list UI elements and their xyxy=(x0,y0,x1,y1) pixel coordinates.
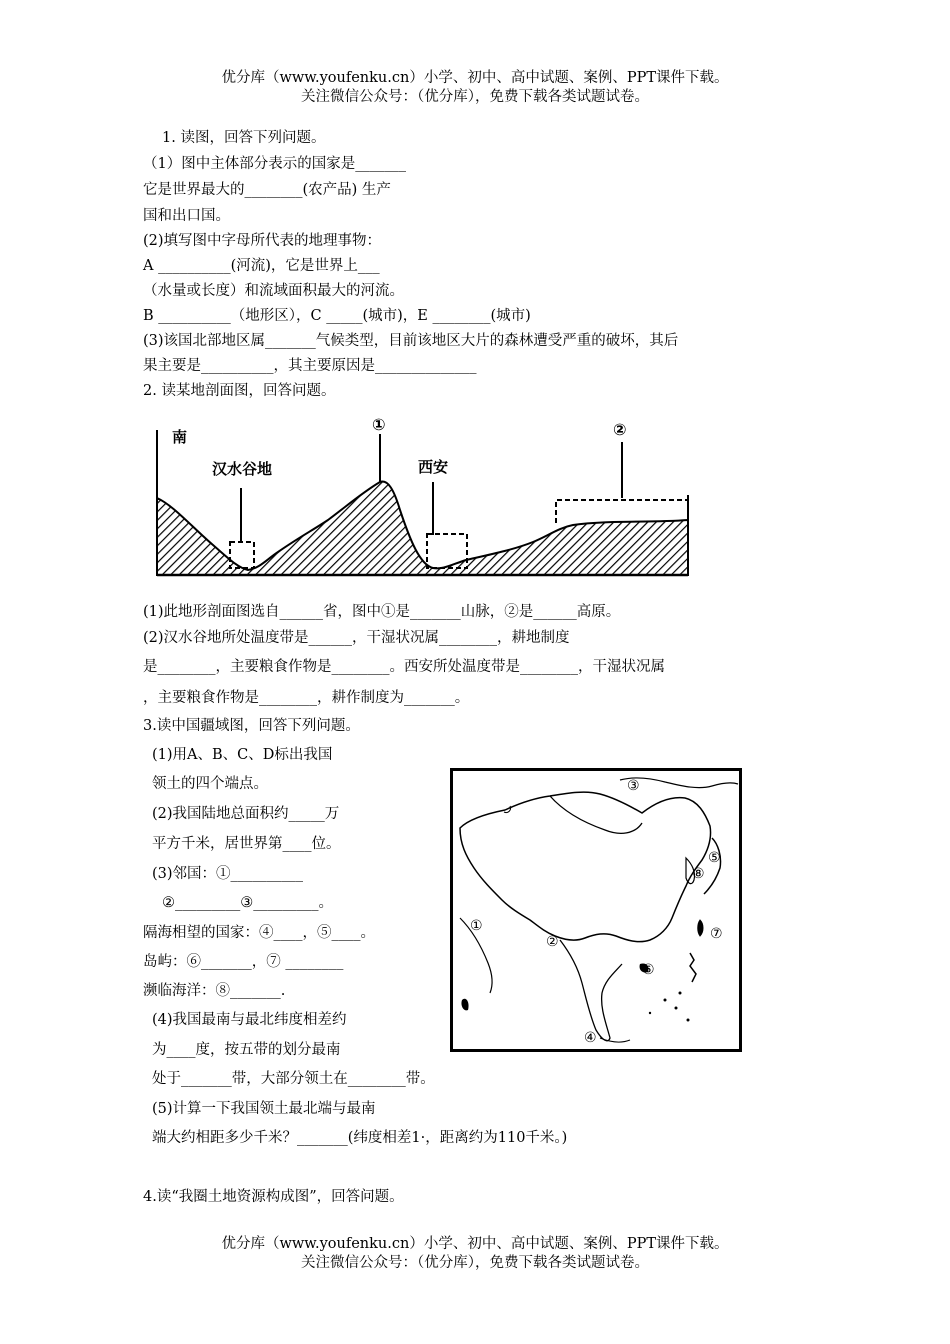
q2-line: 是________，主要粮食作物是________。西安所处温度带是________，干湿状况属 xyxy=(143,659,665,675)
map-marker-4: ④ xyxy=(584,1030,597,1046)
map-marker-3: ③ xyxy=(627,778,640,794)
map-marker-2: ② xyxy=(546,934,559,950)
header-line-1: 优分库（www.youfenku.cn）小学、初中、高中试题、案例、PPT课件下载。 xyxy=(221,70,729,86)
q3-title: 3.读中国疆域图，回答下列问题。 xyxy=(143,718,360,734)
map-marker-8: ⑧ xyxy=(692,866,705,882)
footer-line-1: 优分库（www.youfenku.cn）小学、初中、高中试题、案例、PPT课件下载。 xyxy=(221,1236,729,1252)
map-marker-6: ⑥ xyxy=(642,962,655,978)
q3-line: ②_________③_________。 xyxy=(162,895,333,911)
label-xian: 西安 xyxy=(418,458,449,476)
q1-title: 1. 读图，回答下列问题。 xyxy=(162,130,326,146)
q1-line: （1）图中主体部分表示的国家是_______ xyxy=(143,156,406,172)
q3-line: 处于_______带，大部分领土在________带。 xyxy=(152,1071,435,1087)
q1-line: A __________(河流)，它是世界上___ xyxy=(143,258,380,274)
terrain-profile-figure xyxy=(148,410,698,580)
footer-line-2: 关注微信公众号：（优分库），免费下载各类试题试卷。 xyxy=(301,1255,649,1271)
q1-line: 国和出口国。 xyxy=(143,208,230,224)
header-line-2: 关注微信公众号：（优分库），免费下载各类试题试卷。 xyxy=(301,89,649,105)
q2-line: ，主要粮食作物是________，耕作制度为_______。 xyxy=(143,690,470,706)
q3-line: (4)我国最南与最北纬度相差约 xyxy=(152,1012,347,1028)
china-territory-map xyxy=(450,768,742,1052)
q3-line: (2)我国陆地总面积约_____万 xyxy=(152,806,340,822)
marker-1: ① xyxy=(372,415,386,434)
marker-2: ② xyxy=(613,420,627,439)
q3-line: (5)计算一下我国领土最北端与最南 xyxy=(152,1101,376,1117)
q1-line: （水量或长度）和流域面积最大的河流。 xyxy=(143,283,404,299)
q3-line: (1)用A、B、C、D标出我国 xyxy=(152,747,333,763)
q3-line: 岛屿：⑥_______，⑦ ________ xyxy=(143,954,344,970)
plateau-dashed-bracket xyxy=(556,500,688,523)
q1-line: 它是世界最大的________(农产品) 生产 xyxy=(143,182,391,198)
q3-line: 平方千米，居世界第____位。 xyxy=(152,836,341,852)
q2-line: (2)汉水谷地所处温度带是______，干湿状况属________，耕地制度 xyxy=(143,630,570,646)
q1-line: (3)该国北部地区属_______气候类型，目前该地区大片的森林遭受严重的破坏，其后 xyxy=(143,333,679,349)
map-marker-1: ① xyxy=(470,918,483,934)
q1-line: (2)填写图中字母所代表的地理事物： xyxy=(143,233,382,249)
taiwan-island xyxy=(698,920,703,936)
q3-line: 领土的四个端点。 xyxy=(152,776,268,792)
q3-line: 端大约相距多少千米？_______(纬度相差1·，距离约为110千米。) xyxy=(152,1130,568,1146)
q4-title: 4.读“我圈土地资源构成图”，回答问题。 xyxy=(143,1189,404,1205)
q3-line: 为____度，按五带的划分最南 xyxy=(152,1042,341,1058)
map-marker-7: ⑦ xyxy=(710,926,723,942)
q3-line: 濒临海洋：⑧_______. xyxy=(143,983,286,999)
terrain-cross-section xyxy=(157,482,688,575)
label-south: 南 xyxy=(172,428,188,446)
q1-line: B __________（地形区），C _____(城市)，E ________(城市) xyxy=(143,308,531,324)
map-marker-5: ⑤ xyxy=(708,850,721,866)
q2-title: 2. 读某地剖面图，回答问题。 xyxy=(143,383,336,399)
q3-line: 隔海相望的国家：④____，⑤____。 xyxy=(143,925,375,941)
q1-line: 果主要是__________，其主要原因是______________ xyxy=(143,358,477,374)
q2-line: (1)此地形剖面图选自______省，图中①是_______山脉，②是______高原。 xyxy=(143,604,621,620)
q3-line: (3)邻国：①__________ xyxy=(152,866,304,882)
label-hanshui-valley: 汉水谷地 xyxy=(212,460,273,478)
